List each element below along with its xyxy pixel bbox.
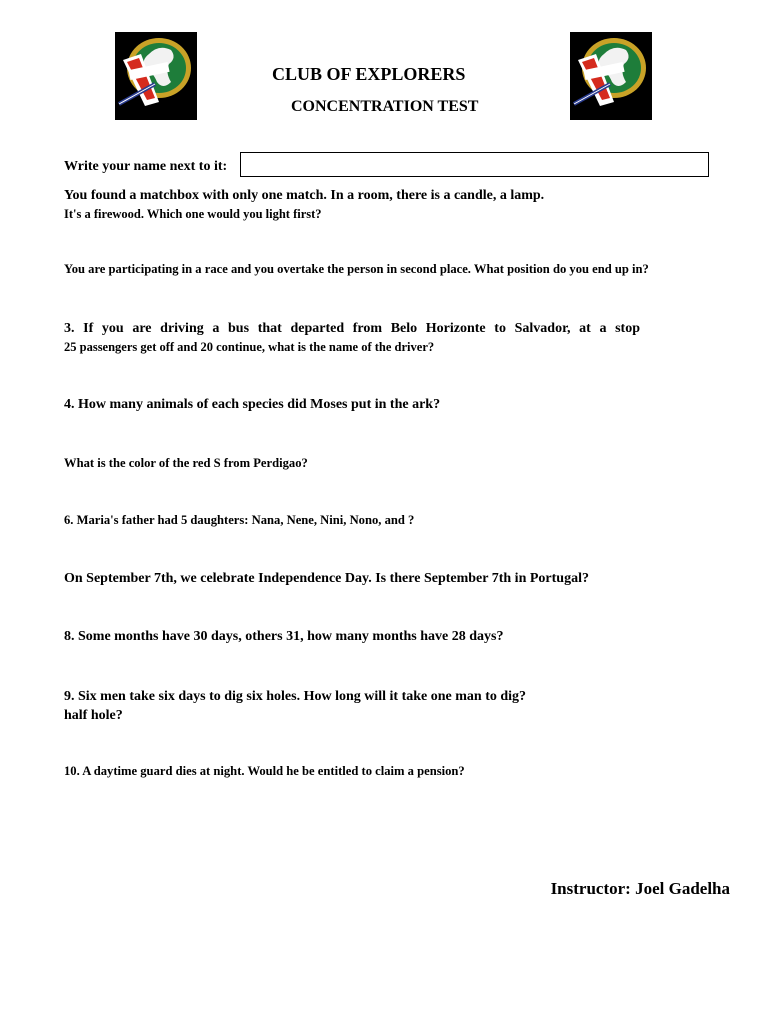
question-text: You are participating in a race and you overtake the person in second place. What position do you end up in?: [64, 262, 649, 276]
question-4: [64, 397, 440, 413]
question-1: [64, 187, 544, 223]
question-text: It's a firewood. Which one would you light first?: [64, 207, 322, 221]
name-field-label: Write your name next to it:: [64, 159, 228, 174]
question-text: 4. How many animals of each species did Moses put in the ark?: [64, 397, 441, 412]
page-title: CLUB OF EXPLORERS: [272, 64, 466, 84]
question-text: What is the color of the red S from Perdigao?: [64, 456, 308, 470]
name-input[interactable]: [240, 152, 709, 177]
question-text: 8. Some months have 30 days, others 31, how many months have 28 days?: [64, 629, 504, 644]
question-text: 6. Maria's father had 5 daughters: Nana, Nene, Nini, Nono, and ?: [64, 513, 415, 527]
pathfinder-emblem-icon: [115, 32, 197, 120]
question-3: [64, 320, 640, 356]
question-2: [64, 262, 649, 277]
question-7: [64, 571, 589, 587]
question-10: [64, 764, 465, 779]
question-5: [64, 456, 308, 471]
pathfinder-emblem-icon: [570, 32, 652, 120]
question-text: 3. If you are driving a bus that departed from Belo Horizonte to Salvador, at a stop: [64, 321, 640, 336]
question-text: On September 7th, we celebrate Independence Day. Is there September 7th in Portugal?: [64, 571, 589, 586]
question-8: [64, 629, 504, 645]
question-6: [64, 513, 414, 528]
question-text: 10. A daytime guard dies at night. Would he be entitled to claim a pension?: [64, 764, 465, 778]
instructor-signature: Instructor: Joel Gadelha: [550, 879, 730, 898]
question-9: [64, 687, 526, 725]
question-text: 9. Six men take six days to dig six holes. How long will it take one man to dig?: [64, 689, 527, 704]
question-text: 25 passengers get off and 20 continue, what is the name of the driver?: [64, 340, 435, 354]
question-text: You found a matchbox with only one match. In a room, there is a candle, a lamp.: [64, 188, 545, 203]
question-text: half hole?: [64, 708, 123, 723]
page-subtitle: CONCENTRATION TEST: [291, 98, 479, 115]
